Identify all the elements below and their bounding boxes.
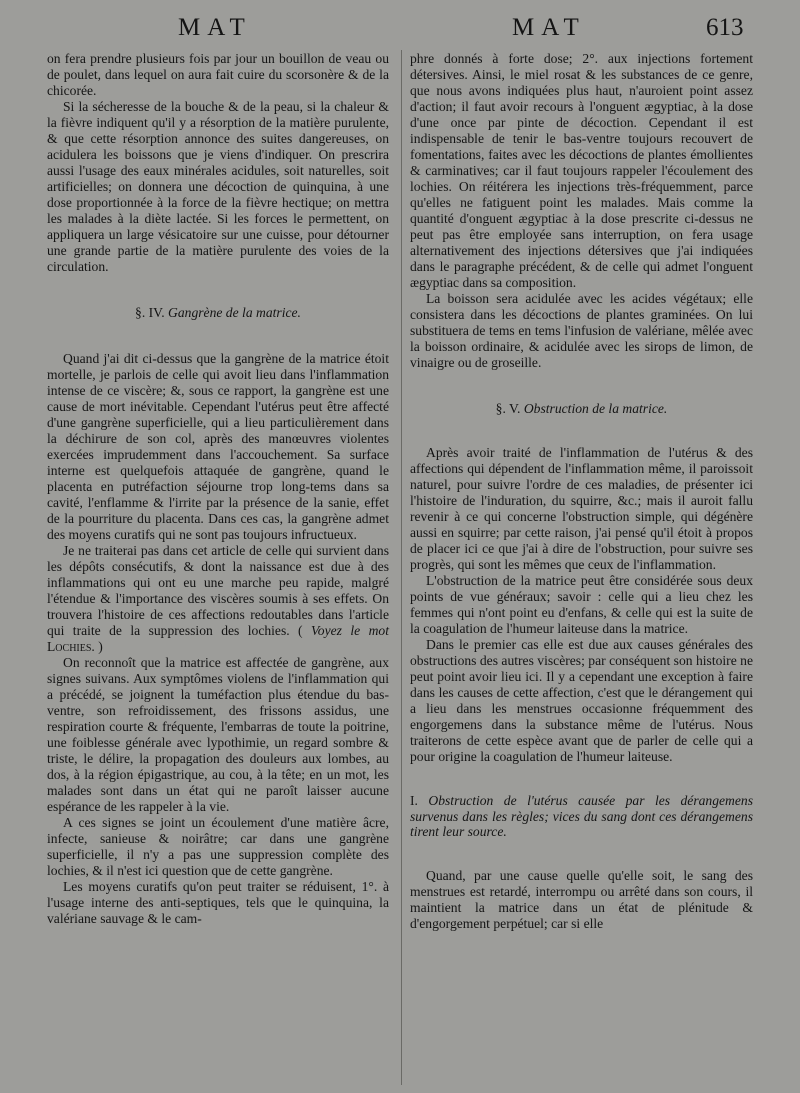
paragraph: On reconnoît que la matrice est affectée de gangrène, aux signes suivans. Aux symptômes violens de l'inflammation qui a précédé, se joignent la tuméfaction plus étendue du bas-ventre, son refroidissement, des frissons assidus, une respiration courte & fréquente, l'embarras de toute la poitrine, une foiblesse générale avec lypothimie, un regard sombre & triste, le délire, la propagation des douleurs aux lombes, au dos, à la région épigastrique, au cou, à la tête; en un mot, les malades sont dans un état qui ne paroît laisser aucune espérance de les rappeler à la vie. <box>47 655 389 814</box>
paragraph: L'obstruction de la matrice peut être considérée sous deux points de vue généraux; savoir : celle qui a lieu chez les femmes qui n'ont point eu d'enfans, & celle qui est la suite de la coagulation de l'humeur laiteuse dans la matrice. <box>410 573 753 636</box>
subsection-heading <box>410 793 753 840</box>
paragraph: Quand, par une cause quelle qu'elle soit, le sang des menstrues est retardé, interrompu ou arrêté dans son cours, il maintient la matrice dans un état de plénitude & d'engorgement perpétuel; car si elle <box>410 867 753 931</box>
column-divider <box>401 50 402 1085</box>
paragraph: Les moyens curatifs qu'on peut traiter se réduisent, 1°. à l'usage interne des anti-septiques, tels que le quinquina, la valériane sauvage & le cam- <box>47 879 389 926</box>
page-number: 613 <box>706 14 744 41</box>
paragraph <box>47 543 389 655</box>
section-heading <box>410 401 753 417</box>
right-column <box>410 51 753 932</box>
section-number: §. V. <box>495 401 521 416</box>
section-title: Obstruction de la matrice. <box>523 401 668 416</box>
paragraph-text: Je ne traiterai pas dans cet article de celle qui survient dans les dépôts consécutifs, & dont la naissance est due à des inflammations qui ont eu une marche peu rapide, malgré l'étendue & l'importance des viscères soumis à ses effets. On trouvera l'histoire de ces affections redoutables dans l'article qui traite de la suppression des lochies. ( <box>47 543 389 638</box>
paragraph: Si la sécheresse de la bouche & de la peau, si la chaleur & la fièvre indiquent qu'il y a résorption de la matière purulente, & que cette résorption annonce des suites dangereuses, on acidulera les boissons que je viens d'indiquer. On prescrira aussi l'usage des eaux minérales acidules, soit naturelles, soit artificielles; on donnera une décoction de quinquina, à une dose proportionnée à la force de la fièvre hectique; on mettra les malades à la diète lactée. Si les forces le permettent, on appliquera un large vésicatoire sur une cuisse, pour détourner une grande partie de la matière purulente des voies de la circulation. <box>47 99 389 274</box>
paragraph: Dans le premier cas elle est due aux causes générales des obstructions des autres viscères; par conséquent son histoire ne peut point avoir lieu ici. Il y a cependant une exception à faire dans les causes de cette affection, c'est que le dérangement qui a lieu dans les menstrues occasionne fréquemment des engorgemens dans la substance même de l'utérus. Nous traiterons de cette espèce avant que de parler de celle qui a pour origine la coagulation de l'humeur laiteuse. <box>410 637 753 764</box>
subsection-number: I. <box>410 793 418 808</box>
cross-reference-target: Lochies <box>47 639 92 654</box>
paragraph: La boisson sera acidulée avec les acides végétaux; elle consistera dans les décoctions de plantes graminées. On lui substituera de tems en tems l'infusion de valériane, mêlée avec la boisson ordinaire, & acidulée avec les sirops de limon, de vinaigre ou de groseille. <box>410 291 753 370</box>
section-number: §. IV. <box>135 305 165 320</box>
header-right-title: MAT <box>512 14 586 41</box>
section-heading <box>47 305 389 321</box>
paragraph: on fera prendre plusieurs fois par jour un bouillon de veau ou de poulet, dans lequel on aura fait cuire du scorsonère & de la chicorée. <box>47 51 389 98</box>
paragraph: Après avoir traité de l'inflammation de l'utérus & des affections qui dépendent de l'inflammation même, il paroissoit naturel, pour suivre l'ordre de ces maladies, de présenter ici l'histoire de l'induration, du squirre, &c.; mais il auroit fallu revenir à ce qui concerne l'obstruction simple, qui dégénère aussi en squirre; par cette raison, j'ai pensé qu'il étoit à propos de placer ici ce que j'ai à dire de l'obstruction, pour suivre ses progrès, qui sont les mêmes que ceux de l'inflammation. <box>410 445 753 572</box>
cross-reference: Voyez le mot <box>311 623 389 638</box>
section-title: Gangrène de la matrice. <box>168 305 301 320</box>
paragraph: Quand j'ai dit ci-dessus que la gangrène de la matrice étoit mortelle, je parlois de celle qui avoit lieu dans l'inflammation intense de ce viscère; &, sous ce rapport, la gangrène est une cause de mort inévitable. Cependant l'utérus peut être affecté d'une gangrène superficielle, qui a lieu particulièrement dans la déchirure de son col, après des manœuvres violentes exercées imprudemment dans l'accouchement. Sa surface interne est quelquefois attaquée de gangrène, quand le placenta en putréfaction séjourne trop long-tems dans sa cavité, l'enflamme & l'irrite par la présence de la sanie, effet de la pourriture du placenta. Dans ces cas, la gangrène admet des moyens curatifs qui ne sont pas toujours infructueux. <box>47 351 389 542</box>
paragraph: A ces signes se joint un écoulement d'une matière âcre, infecte, sanieuse & noirâtre; car dans une gangrène superficielle, il n'y a pas une suppression complète des lochies, & il n'est ici question que de cette gangrène. <box>47 815 389 878</box>
left-column <box>47 51 389 927</box>
running-header <box>0 14 800 46</box>
header-left-title: MAT <box>178 14 252 41</box>
paragraph: phre donnés à forte dose; 2°. aux injections fortement détersives. Ainsi, le miel rosat & les substances de ce genre, que nous avons indiquées plus haut, n'auroient point assez d'action; il faut avoir recours à l'onguent ægyptiac, à la dose d'une once par pinte de décoction. Cependant il est indispensable de tenir le bas-ventre toujours recouvert de fomentations, faites avec les décoctions de plantes émollientes & carminatives; car il faut toujours rappeler l'écoulement des lochies. On réitérera les injections très-fréquemment, parce qu'elles ne fatiguent point les malades. Mais comme la quantité d'onguent ægyptiac à la dose prescrite ci-dessus ne peut pas être employée sans interruption, on fera usage alternativement des injections détersives que j'ai indiquées dans le paragraphe précédent, & de celle qui admet l'onguent ægyptiac dans sa composition. <box>410 51 753 290</box>
subsection-title: Obstruction de l'utérus causée par les dérangemens survenus dans les règles; vices du sang dont ces dérangemens tirent leur source. <box>410 793 753 839</box>
paragraph-text: . ) <box>91 639 103 654</box>
